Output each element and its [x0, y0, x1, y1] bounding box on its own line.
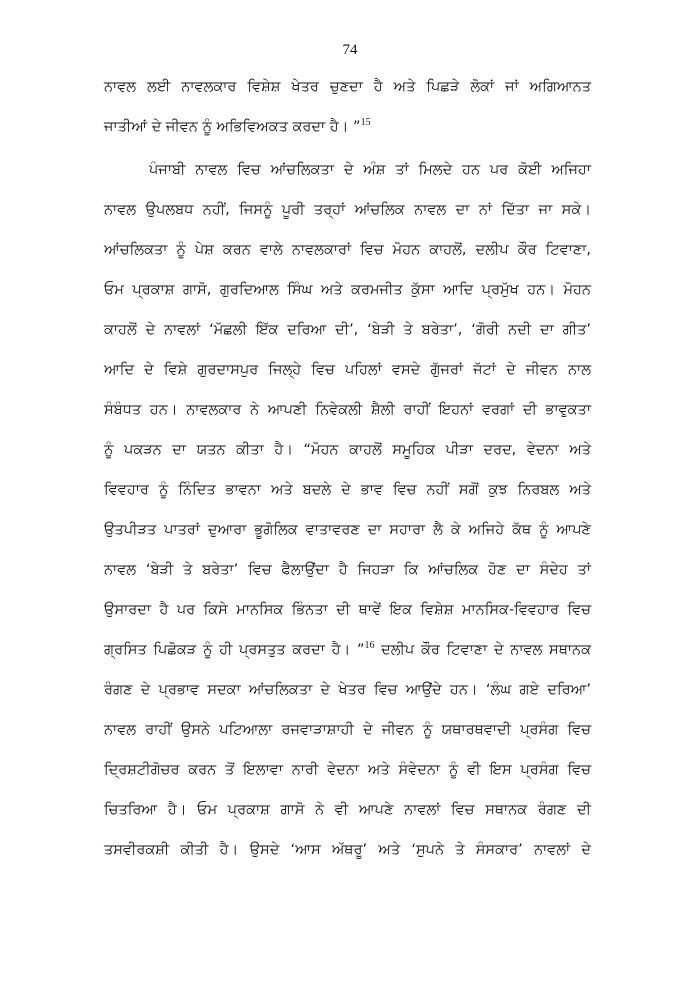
text-line: ਚਿਤਰਿਆ ਹੈ। ਓਮ ਪ੍ਰਕਾਸ਼ ਗਾਸੋ ਨੇ ਵੀ ਆਪਣੇ ਨਾਵਲਾਂ ਵਿਚ ਸਥਾਨਕ ਰੰਗਣ ਦੀ: [104, 802, 591, 818]
text-line: ਆਦਿ ਦੇ ਵਿਸ਼ੇ ਗੁਰਦਾਸਪੁਰ ਜਿਲ੍ਹੇ ਵਿਚ ਪਹਿਲਾਂ ਵਸਦੇ ਗੁੱਜਰਾਂ ਜੱਟਾਂ ਦੇ ਜੀਵਨ ਨਾਲ: [104, 362, 591, 378]
text-line: ਨਾਵਲ ‘ਬੇੜੀ ਤੇ ਬਰੇਤਾ’ ਵਿਚ ਫੈਲਾਉਂਦਾ ਹੈ ਜਿਹੜਾ ਕਿ ਆਂਚਲਿਕ ਹੋਣ ਦਾ ਸੰਦੇਹ ਤਾਂ: [104, 562, 591, 578]
text-line: ਨਾਵਲ ਰਾਹੀਂ ਉਸਨੇ ਪਟਿਆਲਾ ਰਜਵਾੜਾਸ਼ਾਹੀ ਦੇ ਜੀਵਨ ਨੂੰ ਯਥਾਰਥਵਾਦੀ ਪ੍ਰਸੰਗ ਵਿਚ: [104, 722, 591, 738]
text-line: ਜਾਤੀਆਂ ਦੇ ਜੀਵਨ ਨੂੰ ਅਭਿਵਿਅਕਤ ਕਰਦਾ ਹੈ। ”$^{15}$: [104, 117, 371, 135]
footnote-ref: 16: [364, 640, 375, 652]
text-line: ਨਾਵਲ ਲਈ ਨਾਵਲਕਾਰ ਵਿਸ਼ੇਸ਼ ਖੇਤਰ ਚੁਣਦਾ ਹੈ ਅਤੇ ਪਿਛੜੇ ਲੋਕਾਂ ਜਾਂ ਅਗਿਆਨਤ: [104, 79, 591, 95]
text-line: ਤਸਵੀਰਕਸ਼ੀ ਕੀਤੀ ਹੈ। ਉਸਦੇ ‘ਆਸ ਅੱਥਰੂ’ ਅਤੇ ‘ਸੁਪਨੇ ਤੇ ਸੰਸਕਾਰ’ ਨਾਵਲਾਂ ਦੇ: [104, 842, 591, 858]
footnote-ref: 15: [360, 117, 371, 129]
page-number: 74: [342, 42, 358, 58]
text-line: ਨੂੰ ਪਕੜਨ ਦਾ ਯਤਨ ਕੀਤਾ ਹੈ। “ਮੋਹਨ ਕਾਹਲੋਂ ਸਮੂਹਿਕ ਪੀੜਾ ਦਰਦ, ਵੇਦਨਾ ਅਤੇ: [104, 442, 591, 458]
text-line: ਉਸਾਰਦਾ ਹੈ ਪਰ ਕਿਸੇ ਮਾਨਸਿਕ ਭਿੰਨਤਾ ਦੀ ਥਾਵੇਂ ਇਕ ਵਿਸ਼ੇਸ਼ ਮਾਨਸਿਕ-ਵਿਵਹਾਰ ਵਿਚ: [104, 602, 591, 618]
text-line: ਉਤਪੀੜਤ ਪਾਤਰਾਂ ਦੁਆਰਾ ਭੂਗੋਲਿਕ ਵਾਤਾਵਰਣ ਦਾ ਸਹਾਰਾ ਲੈ ਕੇ ਅਜਿਹੇ ਕੱਥ ਨੂੰ ਆਪਣੇ: [104, 522, 591, 538]
text-line: ਗ੍ਰਸਿਤ ਪਿਛੋਕੜ ਨੂੰ ਹੀ ਪ੍ਰਸਤੁਤ ਕਰਦਾ ਹੈ। ”$^{16}$ ਦਲੀਪ ਕੌਰ ਟਿਵਾਣਾ ਦੇ ਨਾਵਲ ਸਥਾਨਕ: [104, 640, 591, 658]
text-line: ਰੰਗਣ ਦੇ ਪ੍ਰਭਾਵ ਸਦਕਾ ਆਂਚਲਿਕਤਾ ਦੇ ਖੇਤਰ ਵਿਚ ਆਉਂਦੇ ਹਨ। ‘ਲੰਘ ਗਏ ਦਰਿਆ’: [104, 682, 591, 698]
text-line: ਸੰਬੰਧਤ ਹਨ। ਨਾਵਲਕਾਰ ਨੇ ਆਪਣੀ ਨਿਵੇਕਲੀ ਸ਼ੈਲੀ ਰਾਹੀਂ ਇਹਨਾਂ ਵਰਗਾਂ ਦੀ ਭਾਵੁਕਤਾ: [104, 402, 591, 418]
text-line: ਓਮ ਪ੍ਰਕਾਸ਼ ਗਾਸੋ, ਗੁਰਦਿਆਲ ਸਿੰਘ ਅਤੇ ਕਰਮਜੀਤ ਕੁੱਸਾ ਆਦਿ ਪ੍ਰਮੁੱਖ ਹਨ। ਮੋਹਨ: [104, 282, 591, 298]
text-line: ਦ੍ਰਿਸ਼ਟੀਗੋਚਰ ਕਰਨ ਤੋਂ ਇਲਾਵਾ ਨਾਰੀ ਵੇਦਨਾ ਅਤੇ ਸੰਵੇਦਨਾ ਨੂੰ ਵੀ ਇਸ ਪ੍ਰਸੰਗ ਵਿਚ: [104, 762, 591, 778]
text-line: ਕਾਹਲੋਂ ਦੇ ਨਾਵਲਾਂ ‘ਮੱਛਲੀ ਇੱਕ ਦਰਿਆ ਦੀ’, ‘ਬੇੜੀ ਤੇ ਬਰੇਤਾ’, ‘ਗੋਰੀ ਨਦੀ ਦਾ ਗੀਤ’: [104, 322, 591, 338]
text-line: ਵਿਵਹਾਰ ਨੂੰ ਨਿੰਦਿਤ ਭਾਵਨਾ ਅਤੇ ਬਦਲੇ ਦੇ ਭਾਵ ਵਿਚ ਨਹੀਂ ਸਗੋਂ ਕੁਝ ਨਿਰਬਲ ਅਤੇ: [104, 482, 591, 498]
text-line: ਆਂਚਲਿਕਤਾ ਨੂੰ ਪੇਸ਼ ਕਰਨ ਵਾਲੇ ਨਾਵਲਕਾਰਾਂ ਵਿਚ ਮੋਹਨ ਕਾਹਲੋਂ, ਦਲੀਪ ਕੌਰ ਟਿਵਾਣਾ,: [104, 242, 591, 258]
text-line: ਪੰਜਾਬੀ ਨਾਵਲ ਵਿਚ ਆਂਚਲਿਕਤਾ ਦੇ ਅੰਸ਼ ਤਾਂ ਮਿਲਦੇ ਹਨ ਪਰ ਕੋਈ ਅਜਿਹਾ: [149, 162, 591, 178]
text-line: ਨਾਵਲ ਉਪਲਬਧ ਨਹੀਂ, ਜਿਸਨੂੰ ਪੂਰੀ ਤਰ੍ਹਾਂ ਆਂਚਲਿਕ ਨਾਵਲ ਦਾ ਨਾਂ ਦਿੱਤਾ ਜਾ ਸਕੇ।: [104, 202, 591, 218]
